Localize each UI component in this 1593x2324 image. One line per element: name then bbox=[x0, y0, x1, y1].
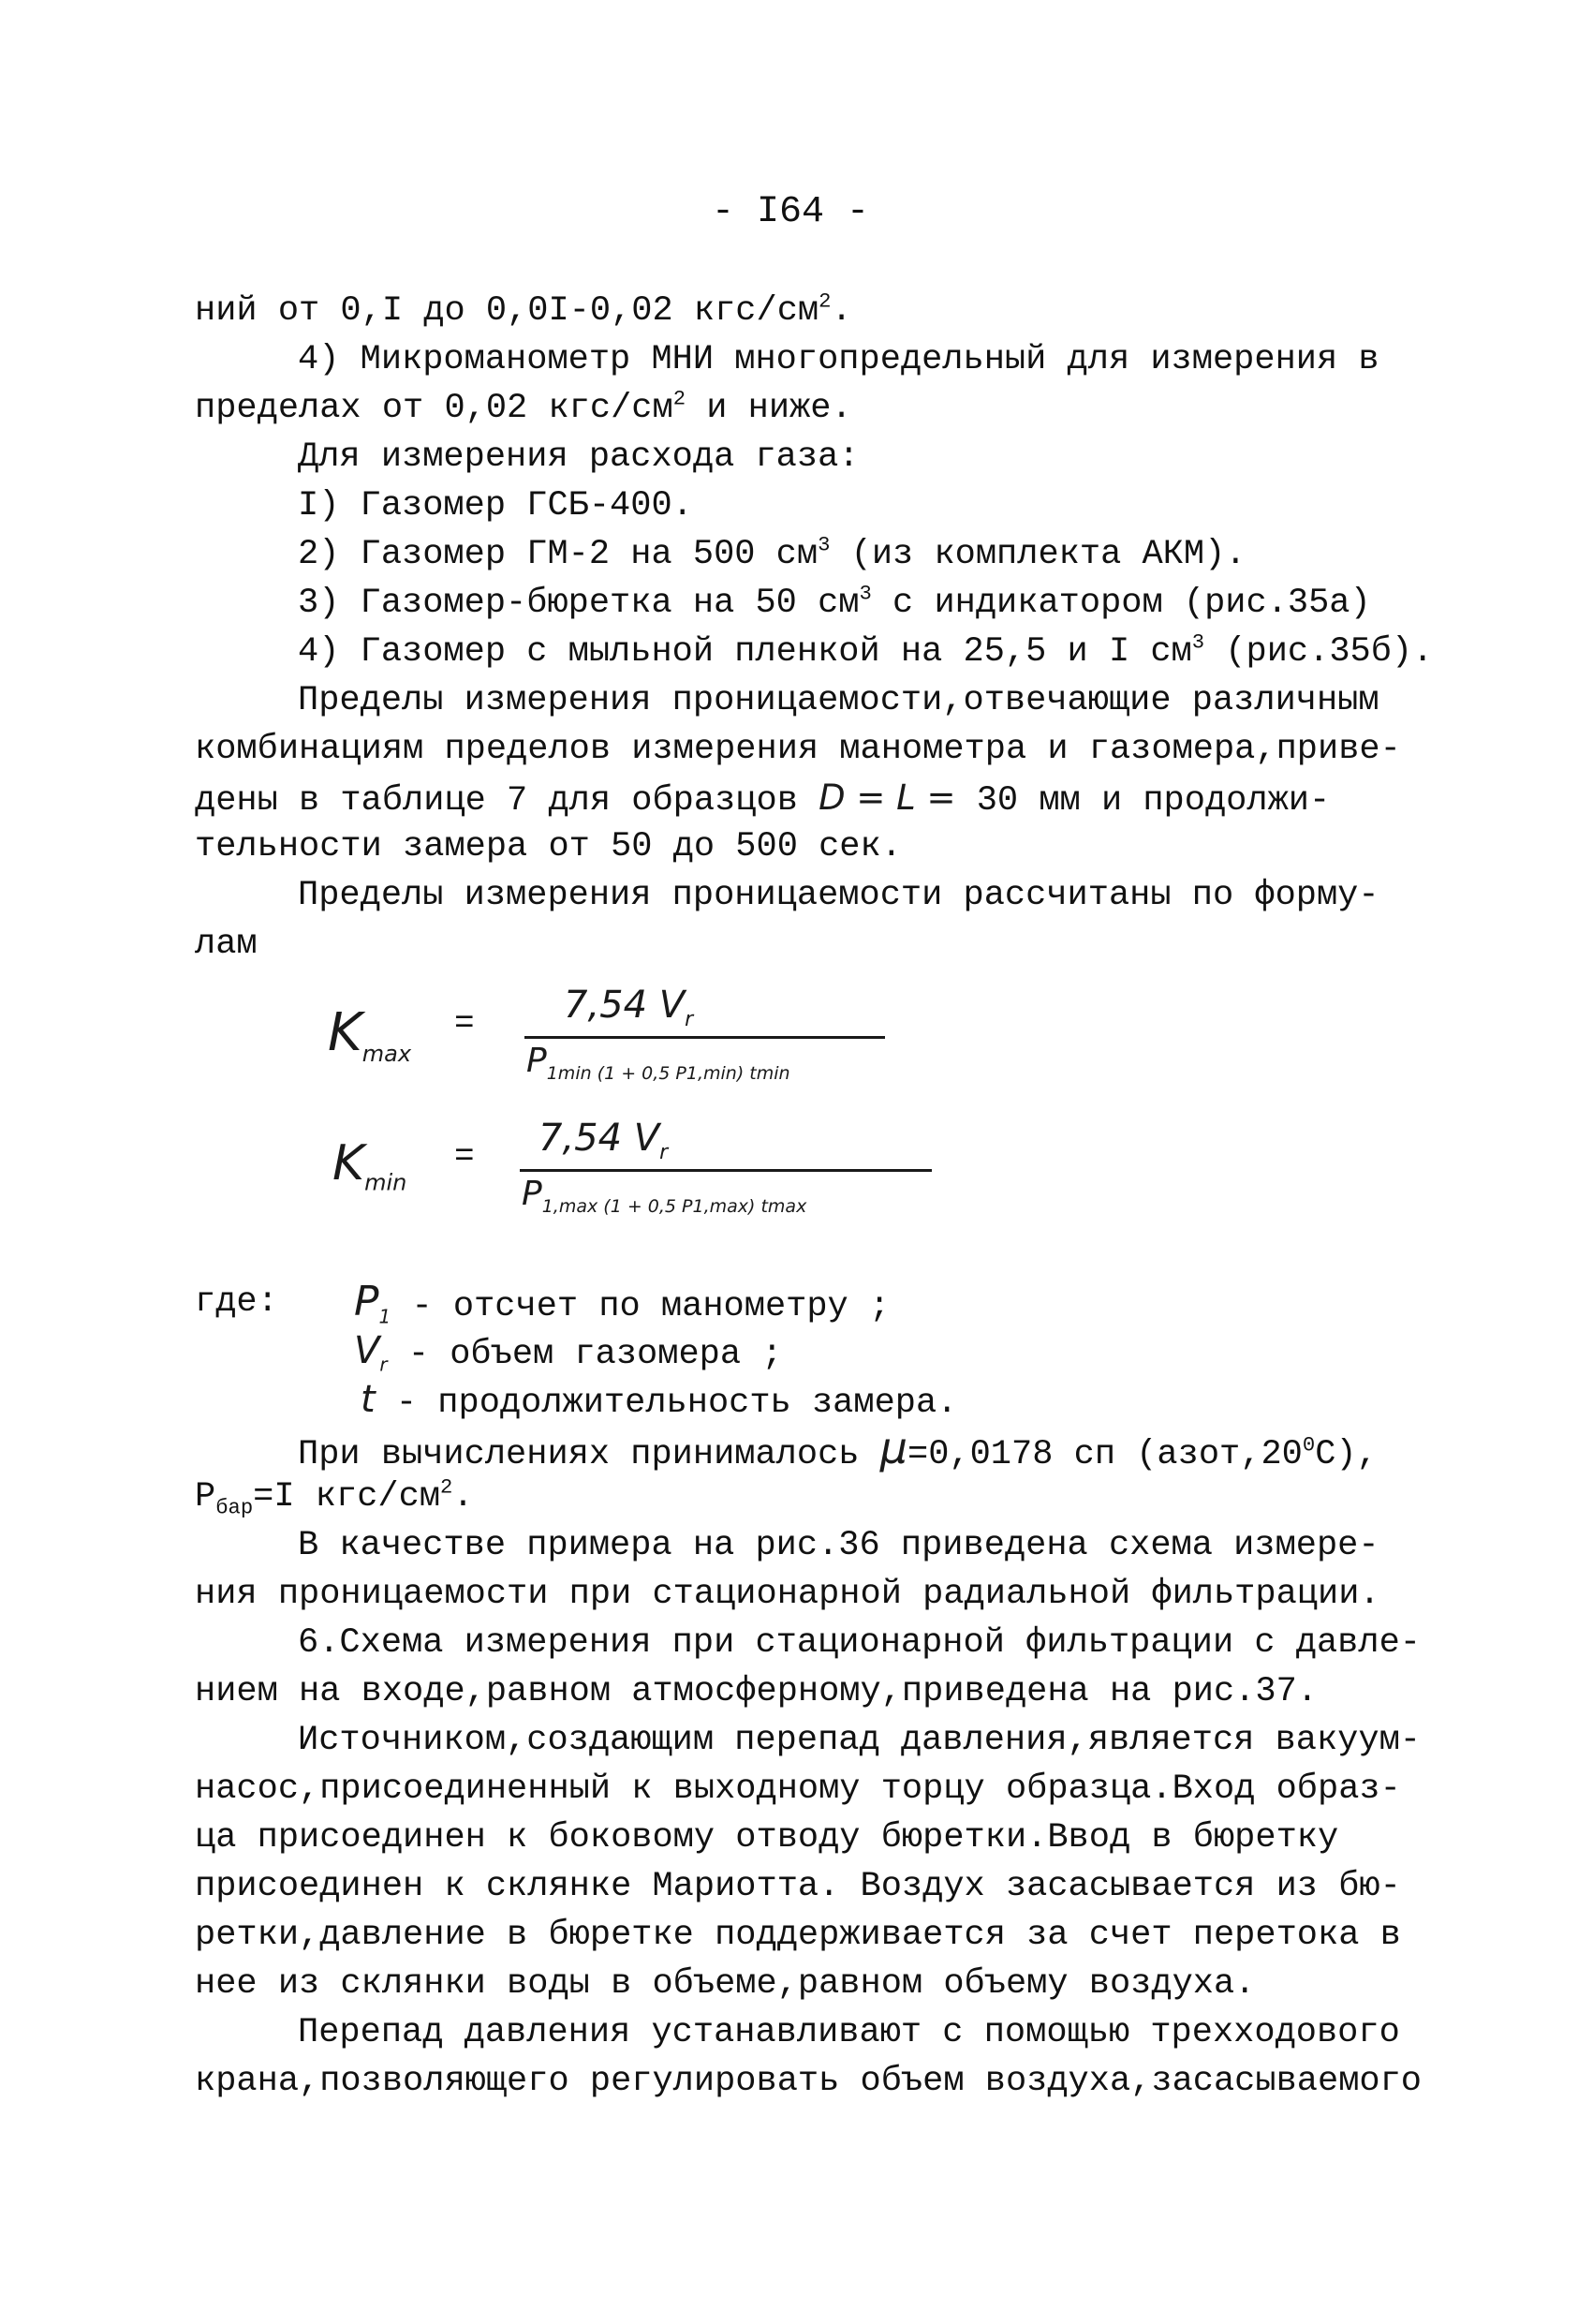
text-line: нее из склянки воды в объеме,равном объему воздуха. bbox=[195, 1964, 1256, 2004]
text-line: В качестве примера на рис.36 приведена схема измере- bbox=[298, 1526, 1379, 1565]
text-line: лам bbox=[195, 925, 258, 964]
where-label: где: bbox=[195, 1282, 278, 1322]
formula-kmin-denominator: $P_{1,max (1 + 0,5 P1,max) tmax}$ bbox=[522, 1175, 807, 1218]
text-line: присоединен к склянке Мариотта. Воздух засасывается из бю- bbox=[195, 1867, 1401, 1906]
text-line: $P_{бар}=I$ кгс/$см^2$. bbox=[195, 1475, 474, 1520]
formula-kmax-fraction-bar bbox=[524, 1036, 885, 1039]
text-line: 6.Схема измерения при стационарной фильтрации с давле- bbox=[298, 1623, 1421, 1663]
where-item-v: $V_r$ - объем газомера ; bbox=[354, 1329, 783, 1376]
text-line: нием на входе,равном атмосферному,приведена на рис.37. bbox=[195, 1672, 1318, 1711]
formula-kmax-lhs: $K_{max}$ bbox=[328, 1002, 412, 1068]
text-line: тельности замера от 50 до 500 сек. bbox=[195, 827, 902, 866]
list-item: I) Газомер ГСБ-400. bbox=[298, 486, 693, 525]
text-line: Для измерения расхода газа: bbox=[298, 437, 860, 477]
text-line: пределах от 0,02 кгс/$см^2$ и ниже. bbox=[195, 387, 852, 428]
text-line: 4) Микроманометр МНИ многопредельный для измерения в bbox=[298, 340, 1379, 379]
where-item-p: $P_1$ - отсчет по манометру ; bbox=[354, 1278, 891, 1328]
list-item: 3) Газомер-бюретка на 50 $см^3$ с индикатором (рис.35а) bbox=[298, 582, 1371, 623]
formula-kmin-fraction-bar bbox=[520, 1169, 932, 1172]
text-line: При вычислениях принималось μ=0,0178 сп $(азот,20^0С)$, bbox=[298, 1423, 1378, 1474]
formula-kmax-equals: = bbox=[454, 1004, 475, 1043]
page-number: - I64 - bbox=[712, 191, 870, 233]
formula-kmin-numerator: 7,54 $V_r$ bbox=[538, 1117, 669, 1164]
text-line: ний от 0,I до 0,0I-0,02 кгс/$см^2$. bbox=[195, 289, 852, 331]
text-line: Перепад давления устанавливают с помощью трехходового bbox=[298, 2013, 1400, 2052]
text-line: ретки,давление в бюретке поддерживается за счет перетока в bbox=[195, 1916, 1401, 1955]
formula-kmax bbox=[328, 984, 983, 1115]
text-line: ния проницаемости при стационарной радиальной фильтрации. bbox=[195, 1575, 1380, 1614]
text-line: ца присоединен к боковому отводу бюретки.Ввод в бюретку bbox=[195, 1818, 1339, 1858]
list-item: 2) Газомер ГМ-2 на 500 $см^3$ (из комплекта АКМ). bbox=[298, 533, 1246, 574]
inline-formula: D = L = bbox=[819, 777, 956, 818]
text-line: Пределы измерения проницаемости,отвечающие различным bbox=[298, 681, 1379, 720]
text-line: насос,присоединенный к выходному торцу образца.Вход образ- bbox=[195, 1769, 1401, 1809]
formula-kmax-numerator: 7,54 $V_r$ bbox=[564, 984, 694, 1031]
formula-kmin bbox=[332, 1115, 988, 1246]
formula-kmin-lhs: $K_{min}$ bbox=[332, 1135, 407, 1196]
list-item: 4) Газомер с мыльной пленкой на 25,5 и I $см^3$ (рис.35б). bbox=[298, 630, 1434, 672]
text-line: Источником,создающим перепад давления,является вакуум- bbox=[298, 1721, 1421, 1760]
text-line: Пределы измерения проницаемости рассчитаны по форму- bbox=[298, 876, 1379, 915]
formula-kmax-denominator: $P_{1min (1 + 0,5 P1,min) tmin}$ bbox=[526, 1042, 790, 1085]
mu-symbol: μ bbox=[879, 1423, 907, 1473]
where-item-t: t - продолжительность замера. bbox=[361, 1378, 958, 1423]
text-line: комбинациям пределов измерения манометра и газомера,приве- bbox=[195, 730, 1401, 769]
text-line: дены в таблице 7 для образцов D = L = 30 мм и продолжи- bbox=[195, 777, 1331, 821]
text-line: крана,позволяющего регулировать объем воздуха,засасываемого bbox=[195, 2062, 1423, 2101]
formula-kmin-equals: = bbox=[454, 1137, 475, 1176]
